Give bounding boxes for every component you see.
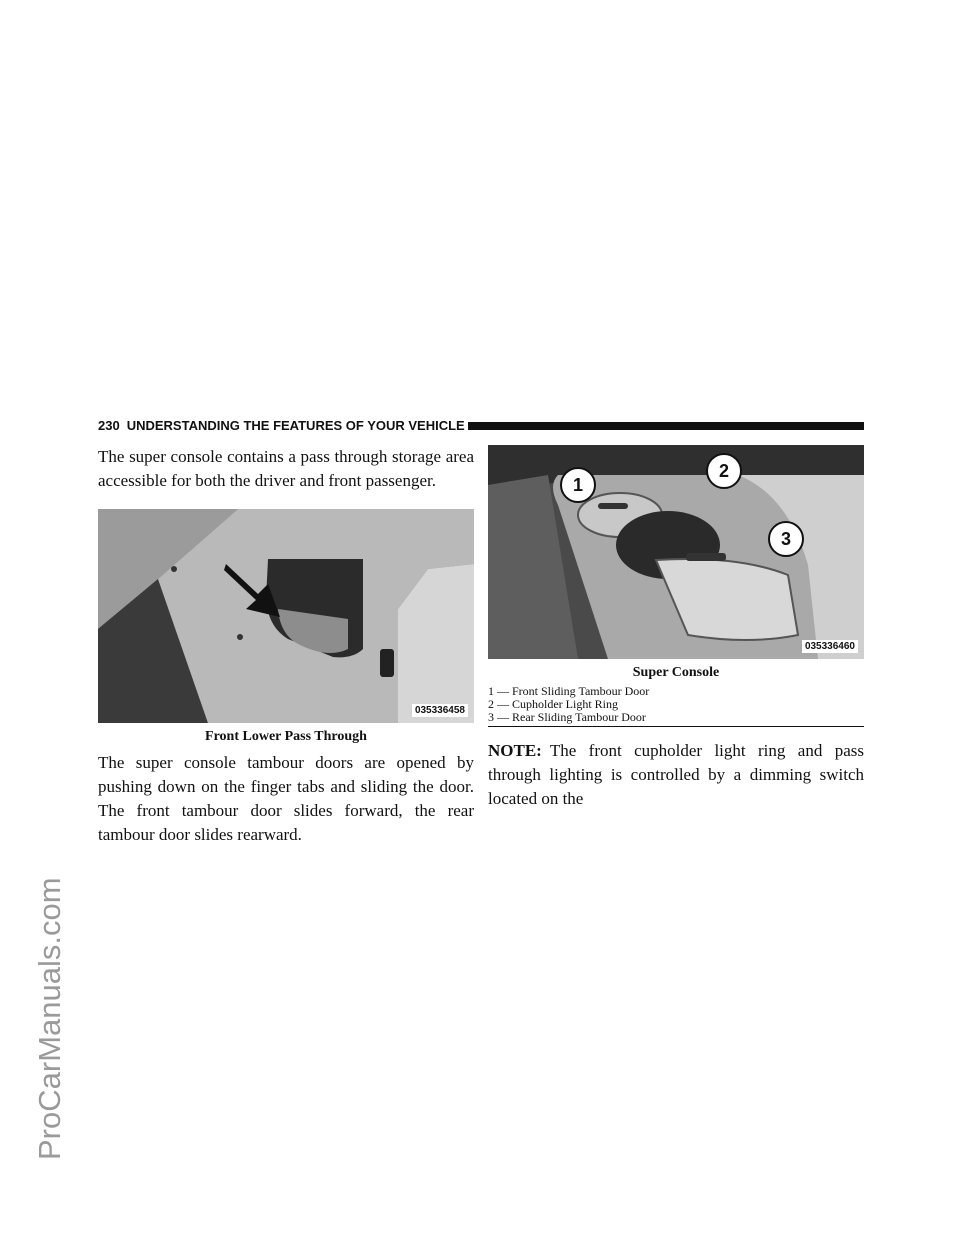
super-console-illustration — [488, 445, 864, 659]
super-console-image — [488, 445, 864, 659]
header-rule — [468, 422, 864, 430]
legend-item: 1 — Front Sliding Tambour Door — [488, 684, 650, 698]
figure-legend — [488, 685, 864, 727]
figure-code: 035336458 — [412, 704, 468, 717]
right-column — [488, 445, 864, 828]
legend-item: 3 — Rear Sliding Tambour Door — [488, 710, 646, 724]
pass-through-illustration — [98, 509, 474, 723]
figure-caption: Front Lower Pass Through — [205, 729, 367, 744]
callout-3: 3 — [768, 521, 804, 557]
figure-code: 035336460 — [802, 640, 858, 653]
front-lower-pass-through-image — [98, 509, 474, 723]
callout-2: 2 — [706, 453, 742, 489]
note-label: NOTE: — [488, 741, 542, 760]
page-number: 230 — [98, 418, 120, 433]
intro-paragraph: The super console contains a pass through storage area accessible for both the driver and front passenger. — [98, 447, 474, 490]
note-text: The front cupholder light ring and pass through lighting is controlled by a dimming switch located on the — [488, 741, 864, 808]
left-column — [98, 445, 474, 847]
note-paragraph — [488, 739, 864, 811]
callout-1: 1 — [560, 467, 596, 503]
figure-caption: Super Console — [632, 665, 720, 680]
section-title: UNDERSTANDING THE FEATURES OF YOUR VEHICLE — [126, 418, 465, 433]
watermark: ProCarManuals.com — [32, 877, 67, 1160]
body-paragraph: The super console tambour doors are opened by pushing down on the finger tabs and sliding the door. The front tambour door slides forward, the rear tambour door slides rearward. — [98, 753, 474, 844]
legend-item: 2 — Cupholder Light Ring — [488, 697, 618, 711]
page-header — [98, 417, 864, 435]
